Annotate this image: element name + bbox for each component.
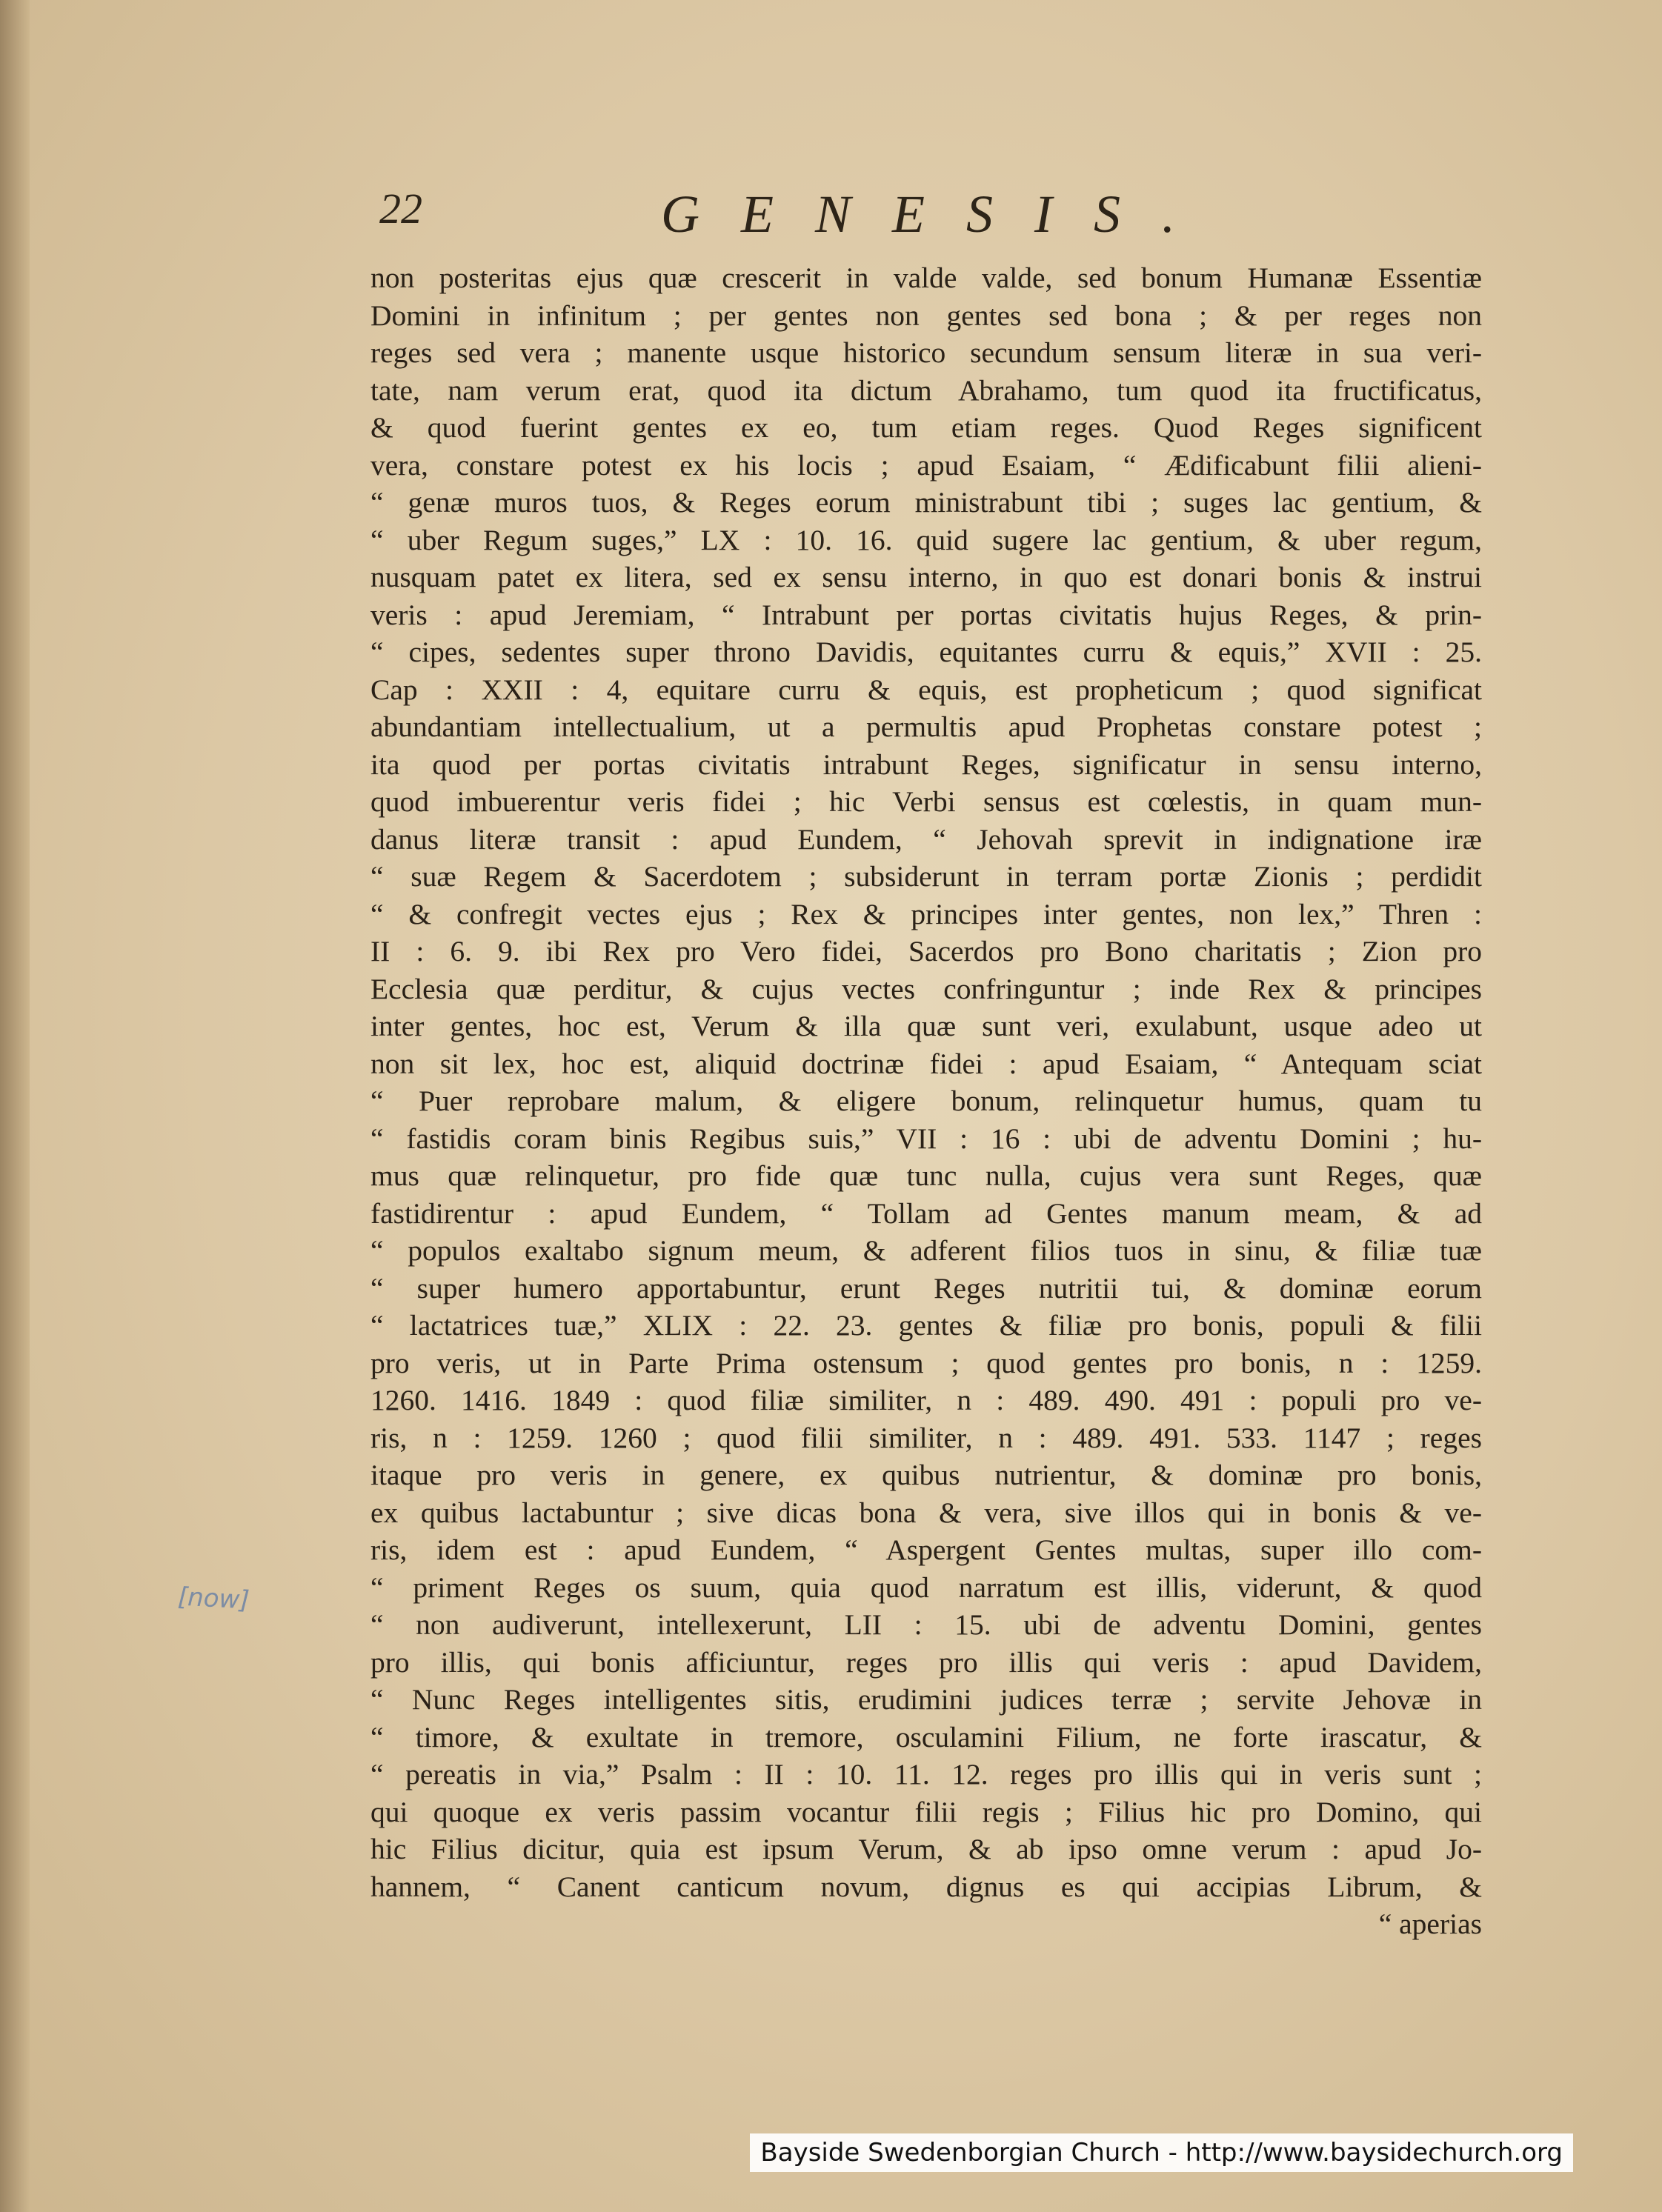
text-line: “ suæ Regem & Sacerdotem ; subsiderunt in terram portæ Zionis ; perdidit [370, 860, 1482, 893]
text-line: “ Puer reprobare malum, & eligere bonum, relinquetur humus, quam tu [370, 1085, 1482, 1117]
text-line: “ genæ muros tuos, & Reges eorum ministrabunt tibi ; suges lac gentium, & [370, 486, 1482, 519]
text-line: “ fastidis coram binis Regibus suis,” VII : 16 : ubi de adventu Domini ; hu- [370, 1122, 1482, 1155]
text-line: “ cipes, sedentes super throno Davidis, equitantes curru & equis,” XVII : 25. [370, 636, 1482, 668]
text-line: “ populos exaltabo signum meum, & adferent filios tuos in sinu, & filiæ tuæ [370, 1234, 1482, 1267]
body-text [370, 259, 1482, 1943]
text-line: tate, nam verum erat, quod ita dictum Abrahamo, tum quod ita fructificatus, [370, 373, 1482, 407]
page-number: 22 [379, 184, 422, 233]
text-line: “ & confregit vectes ejus ; Rex & principes inter gentes, non lex,” Thren : [370, 897, 1482, 930]
text-line: “ priment Reges os suum, quia quod narratum est illis, viderunt, & quod [370, 1570, 1482, 1604]
text-line: veris : apud Jeremiam, “ Intrabunt per portas civitatis hujus Reges, & prin- [370, 598, 1482, 631]
text-line: Domini in infinitum ; per gentes non gentes sed bona ; & per reges non [370, 299, 1482, 332]
footer-credit: Bayside Swedenborgian Church - http://www.baysidechurch.org [750, 2133, 1573, 2172]
text-line: vera, constare potest ex his locis ; apud Esaiam, “ Ædificabunt filii alieni- [370, 448, 1482, 482]
text-line: hannem, “ Canent canticum novum, dignus es qui accipias Librum, & [370, 1870, 1482, 1903]
text-line: ita quod per portas civitatis intrabunt Reges, significatur in sensu interno, [370, 747, 1482, 781]
text-line: non sit lex, hoc est, aliquid doctrinæ fidei : apud Esaiam, “ Antequam sciat [370, 1047, 1482, 1080]
text-line: Ecclesia quæ perditur, & cujus vectes confringuntur ; inde Rex & principes [370, 972, 1482, 1005]
text-line: ris, n : 1259. 1260 ; quod filii similiter, n : 489. 491. 533. 1147 ; reges [370, 1421, 1482, 1454]
text-line: “ Nunc Reges intelligentes sitis, erudimini judices terræ ; servite Jehovæ in [370, 1683, 1482, 1716]
text-line: II : 6. 9. ibi Rex pro Vero fidei, Sacerdos pro Bono charitatis ; Zion pro [370, 935, 1482, 967]
text-line: “ uber Regum suges,” LX : 10. 16. quid sugere lac gentium, & uber regum, [370, 523, 1482, 556]
page-header [379, 184, 1461, 250]
text-line: 1260. 1416. 1849 : quod filiæ similiter, n : 489. 490. 491 : populi pro ve- [370, 1384, 1482, 1416]
text-line: “ pereatis in via,” Psalm : II : 10. 11. 12. reges pro illis qui in veris sunt ; [370, 1758, 1482, 1790]
text-line: & quod fuerint gentes ex eo, tum etiam reges. Quod Reges significent [370, 411, 1482, 444]
running-title: GENESIS. [661, 184, 1217, 244]
text-line: hic Filius dicitur, quia est ipsum Verum, & ab ipso omne verum : apud Jo- [370, 1833, 1482, 1865]
text-line: reges sed vera ; manente usque historico secundum sensum literæ in sua veri- [370, 336, 1482, 369]
text-line: itaque pro veris in genere, ex quibus nutrientur, & dominæ pro bonis, [370, 1459, 1482, 1491]
text-line: mus quæ relinquetur, pro fide quæ tunc nulla, cujus vera sunt Reges, quæ [370, 1159, 1482, 1192]
text-line: inter gentes, hoc est, Verum & illa quæ sunt veri, exulabunt, usque adeo ut [370, 1010, 1482, 1042]
text-line: nusquam patet ex litera, sed ex sensu interno, in quo est donari bonis & instrui [370, 561, 1482, 593]
text-line: ex quibus lactabuntur ; sive dicas bona & vera, sive illos qui in bonis & ve- [370, 1496, 1482, 1529]
text-line: abundantiam intellectualium, ut a permultis apud Prophetas constare potest ; [370, 710, 1482, 743]
handwritten-margin-note: [now] [177, 1582, 250, 1616]
text-line: Cap : XXII : 4, equitare curru & equis, est propheticum ; quod significat [370, 673, 1482, 706]
text-line: pro veris, ut in Parte Prima ostensum ; quod gentes pro bonis, n : 1259. [370, 1346, 1482, 1379]
text-line: quod imbuerentur veris fidei ; hic Verbi sensus est cœlestis, in quam mun- [370, 785, 1482, 818]
catchword-line: “ aperias [1378, 1908, 1482, 1940]
text-line: pro illis, qui bonis afficiuntur, reges pro illis qui veris : apud Davidem, [370, 1645, 1482, 1679]
text-line: “ lactatrices tuæ,” XLIX : 22. 23. gentes & filiæ pro bonis, populi & filii [370, 1309, 1482, 1342]
text-line: “ non audiverunt, intellexerunt, LII : 15. ubi de adventu Domini, gentes [370, 1608, 1482, 1641]
text-line: ris, idem est : apud Eundem, “ Aspergent Gentes multas, super illo com- [370, 1533, 1482, 1566]
text-line: non posteritas ejus quæ crescerit in valde valde, sed bonum Humanæ Essentiæ [370, 261, 1482, 294]
text-line: qui quoque ex veris passim vocantur filii regis ; Filius hic pro Domino, qui [370, 1795, 1482, 1828]
page-gutter [0, 0, 30, 2212]
text-line: danus literæ transit : apud Eundem, “ Jehovah sprevit in indignatione iræ [370, 822, 1482, 856]
text-line: “ timore, & exultate in tremore, osculamini Filium, ne forte irascatur, & [370, 1720, 1482, 1753]
text-line: “ super humero apportabuntur, erunt Reges nutritii tui, & dominæ eorum [370, 1271, 1482, 1305]
text-line: fastidirentur : apud Eundem, “ Tollam ad Gentes manum meam, & ad [370, 1196, 1482, 1230]
